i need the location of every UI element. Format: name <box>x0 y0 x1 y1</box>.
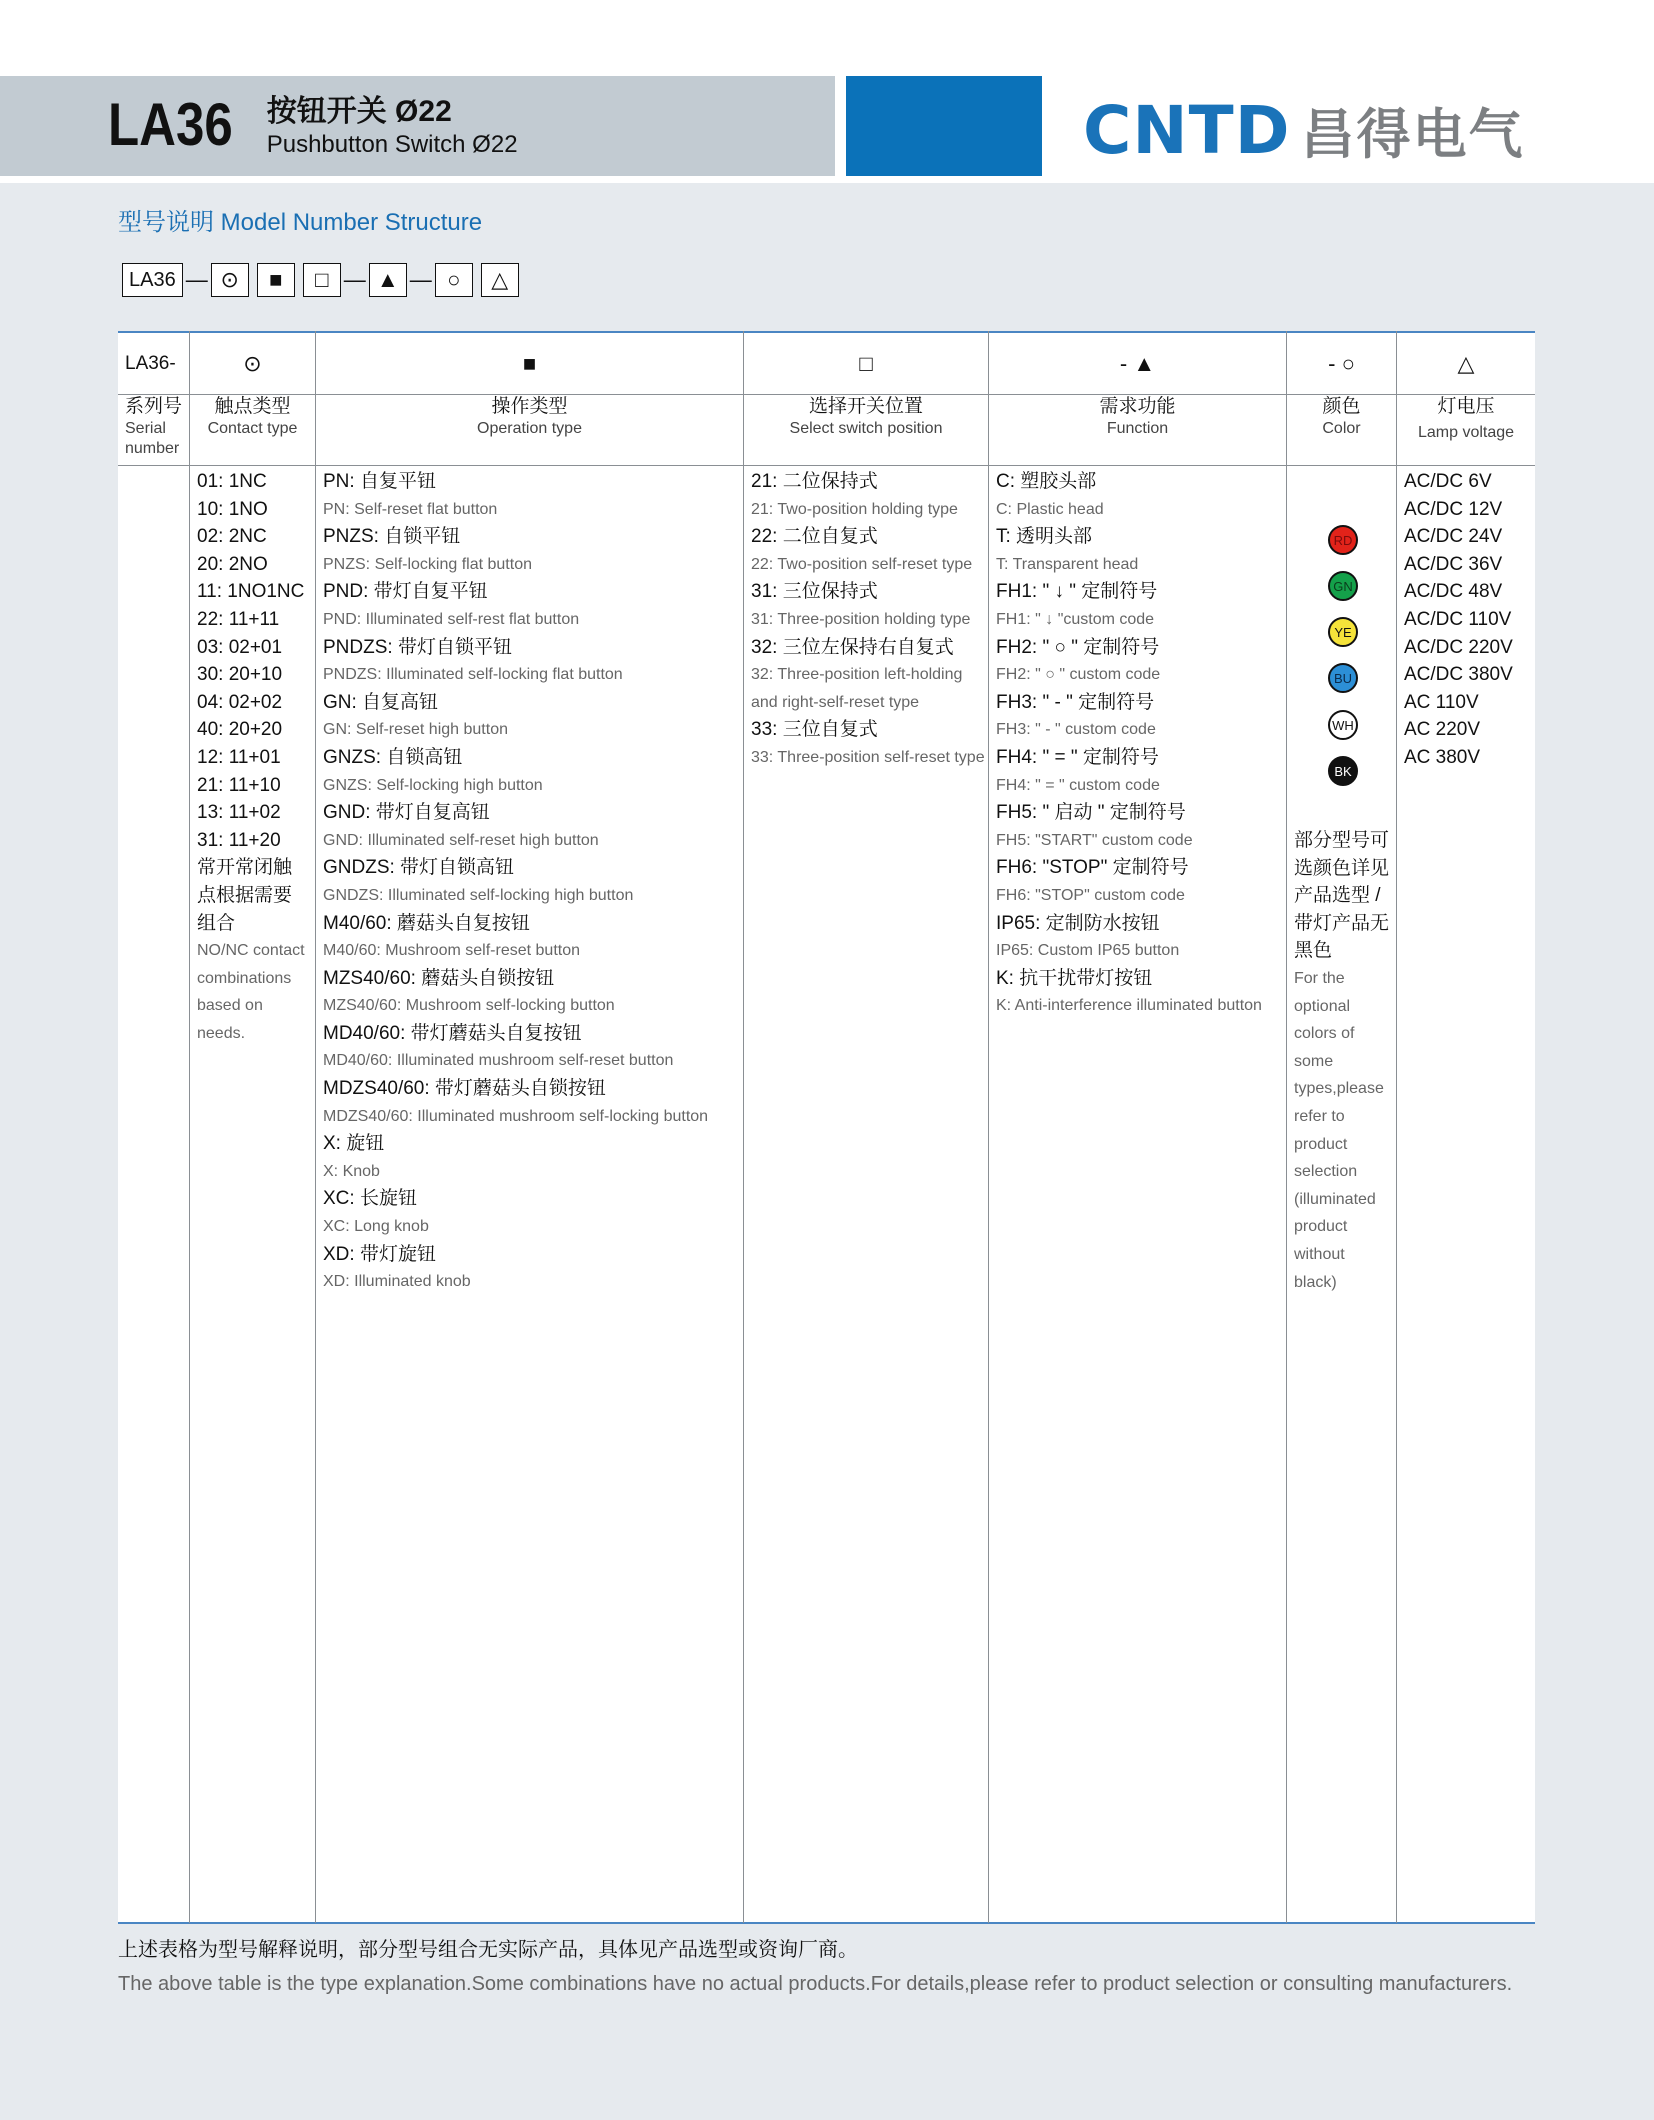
operation-type-desc: X: Knob <box>323 1162 380 1180</box>
function-desc: FH4: " = " custom code <box>996 776 1160 794</box>
contact-type-item: 31: 11+20 <box>197 829 281 851</box>
position-desc: 31: Three-position holding type <box>751 610 971 628</box>
voltage-item: AC/DC 220V <box>1404 636 1513 658</box>
symbol-position: □ <box>859 350 873 376</box>
operation-type-desc: PNZS: Self-locking flat button <box>323 555 532 573</box>
function-name: K: 抗干扰带灯按钮 <box>996 967 1153 989</box>
operation-type-name: MD40/60: 带灯蘑菇头自复按钮 <box>323 1022 582 1044</box>
product-title <box>108 90 518 160</box>
function-desc: T: Transparent head <box>996 555 1139 573</box>
operation-type-name: XC: 长旋钮 <box>323 1188 417 1210</box>
voltage-item: AC/DC 48V <box>1404 581 1503 603</box>
function-name: FH6: "STOP" 定制符号 <box>996 857 1189 879</box>
symbol-voltage: △ <box>1457 350 1475 376</box>
header-serial: 系列号 Serial number <box>125 396 183 457</box>
symbol-series: LA36- <box>125 352 176 374</box>
table-row-divider <box>118 465 1535 466</box>
voltage-item: AC 380V <box>1404 746 1481 768</box>
contact-type-item: 20: 2NO <box>197 553 268 575</box>
operation-type-desc: PN: Self-reset flat button <box>323 500 498 518</box>
product-title-cn: 按钮开关 Ø22 <box>266 95 452 128</box>
position-name: 32: 三位左保持右自复式 <box>751 636 954 658</box>
switch-position-column <box>751 468 987 772</box>
operation-type-name: PNDZS: 带灯自锁平钮 <box>323 636 512 658</box>
function-desc: FH2: " ○ " custom code <box>996 666 1161 684</box>
operation-type-name: PN: 自复平钮 <box>323 471 436 492</box>
function-name: FH1: " ↓ " 定制符号 <box>996 581 1158 603</box>
operation-type-desc: PNDZS: Illuminated self-locking flat button <box>323 666 623 684</box>
function-name: FH5: " 启动 " 定制符号 <box>996 802 1186 824</box>
brand-name-cn: 昌得电气 <box>1300 102 1525 166</box>
function-desc: FH5: "START" custom code <box>996 831 1193 849</box>
voltage-item: AC/DC 6V <box>1404 471 1492 492</box>
position-name: 21: 二位保持式 <box>751 471 878 492</box>
color-dot-blue: BU <box>1328 663 1358 693</box>
function-desc: C: Plastic head <box>996 500 1104 518</box>
operation-type-desc: MZS40/60: Mushroom self-locking button <box>323 997 615 1015</box>
function-desc: FH6: "STOP" custom code <box>996 886 1185 904</box>
table-column-divider <box>988 331 989 1923</box>
color-dot-black: BK <box>1328 756 1358 786</box>
pattern-position-box: □ <box>303 263 341 297</box>
voltage-item: AC/DC 36V <box>1404 553 1503 575</box>
operation-type-desc: MDZS40/60: Illuminated mushroom self-locking button <box>323 1107 709 1125</box>
product-code: LA36 <box>108 91 233 158</box>
contact-type-item: 04: 02+02 <box>197 691 283 713</box>
function-desc: IP65: Custom IP65 button <box>996 942 1180 960</box>
color-dot-yellow: YE <box>1328 617 1358 647</box>
function-desc: FH3: " - " custom code <box>996 721 1156 739</box>
operation-type-name: GN: 自复高钮 <box>323 691 439 713</box>
operation-type-desc: XD: Illuminated knob <box>323 1273 471 1291</box>
lamp-voltage-column <box>1404 468 1532 772</box>
operation-type-name: MZS40/60: 蘑菇头自锁按钮 <box>323 967 555 989</box>
function-name: FH4: " = " 定制符号 <box>996 746 1159 768</box>
operation-type-desc: M40/60: Mushroom self-reset button <box>323 942 581 960</box>
symbol-function: - ▲ <box>1119 350 1156 376</box>
operation-type-name: PND: 带灯自复平钮 <box>323 581 488 603</box>
operation-type-desc: GND: Illuminated self-reset high button <box>323 831 599 849</box>
contact-type-column <box>197 468 313 1047</box>
table-column-divider <box>743 331 744 1923</box>
header-function: 需求功能 Function <box>1099 396 1176 437</box>
position-name: 22: 二位自复式 <box>751 526 878 548</box>
contact-type-item: 01: 1NC <box>197 471 267 492</box>
function-desc: FH1: " ↓ "custom code <box>996 610 1155 628</box>
operation-type-column <box>323 468 741 1296</box>
position-desc: 22: Two-position self-reset type <box>751 555 973 573</box>
function-column <box>996 468 1284 1020</box>
operation-type-name: GNZS: 自锁高钮 <box>323 746 463 768</box>
table-column-divider <box>315 331 316 1923</box>
symbol-contact: ⊙ <box>243 350 262 376</box>
contact-type-item: 12: 11+01 <box>197 746 281 768</box>
color-dot-white: WH <box>1328 710 1358 740</box>
operation-type-name: MDZS40/60: 带灯蘑菇头自锁按钮 <box>323 1078 606 1100</box>
function-name: FH2: " ○ " 定制符号 <box>996 636 1160 658</box>
contact-type-item: 10: 1NO <box>197 498 268 520</box>
operation-type-desc: GNDZS: Illuminated self-locking high button <box>323 886 634 904</box>
voltage-item: AC/DC 380V <box>1404 664 1513 686</box>
symbol-color: - ○ <box>1328 350 1355 376</box>
header-contact-type: 触点类型 Contact type <box>207 396 298 437</box>
function-name: C: 塑胶头部 <box>996 471 1097 492</box>
product-title-en: Pushbutton Switch Ø22 <box>266 131 518 158</box>
color-note-en: For the optional colors of some types,please refer to product selection (illuminated product without black) <box>1294 970 1384 1291</box>
voltage-item: AC/DC 24V <box>1404 526 1503 548</box>
contact-type-item: 40: 20+20 <box>197 719 283 741</box>
color-note-cn: 部分型号可选颜色详见产品选型 / 带灯产品无黑色 <box>1294 830 1390 962</box>
table-bottom-rule <box>118 1922 1535 1924</box>
pattern-series-box: LA36 <box>122 263 183 297</box>
color-dot-red: RD <box>1328 525 1358 555</box>
voltage-item: AC 220V <box>1404 719 1481 741</box>
header-blue-block <box>846 76 1042 176</box>
header-operation-type: 操作类型 Operation type <box>477 396 582 437</box>
contact-type-item: 11: 1NO1NC <box>197 581 305 603</box>
function-name: FH3: " - " 定制符号 <box>996 691 1155 713</box>
operation-type-name: XD: 带灯旋钮 <box>323 1243 436 1265</box>
contact-type-item: 30: 20+10 <box>197 664 283 686</box>
operation-type-name: M40/60: 蘑菇头自复按钮 <box>323 912 530 934</box>
position-desc: 21: Two-position holding type <box>751 500 958 518</box>
function-name: T: 透明头部 <box>996 526 1093 548</box>
pattern-contact-box: ⊙ <box>211 263 249 297</box>
voltage-item: AC/DC 12V <box>1404 498 1503 520</box>
pattern-dash: — <box>185 267 208 292</box>
operation-type-name: GND: 带灯自复高钮 <box>323 802 490 824</box>
header-switch-position: 选择开关位置 Select switch position <box>789 396 943 437</box>
voltage-item: AC/DC 110V <box>1404 608 1512 630</box>
operation-type-desc: PND: Illuminated self-rest flat button <box>323 610 580 628</box>
contact-type-item: 13: 11+02 <box>197 802 281 824</box>
pattern-color-box: ○ <box>435 263 473 297</box>
position-name: 31: 三位保持式 <box>751 581 878 603</box>
position-name: 33: 三位自复式 <box>751 719 878 741</box>
voltage-item: AC 110V <box>1404 691 1479 713</box>
color-dot-green: GN <box>1328 571 1358 601</box>
table-column-divider <box>1396 331 1397 1923</box>
pattern-operation-box: ■ <box>257 263 295 297</box>
symbol-operation: ■ <box>522 350 537 376</box>
table-column-divider <box>189 331 190 1923</box>
function-desc: K: Anti-interference illuminated button <box>996 997 1262 1015</box>
header-lamp-voltage: 灯电压 Lamp voltage <box>1417 396 1515 441</box>
contact-type-item: 02: 2NC <box>197 526 267 548</box>
operation-type-name: PNZS: 自锁平钮 <box>323 526 461 548</box>
position-desc: 32: Three-position left-holding <box>751 666 963 684</box>
contact-note-en: NO/NC contact combinations based on needs. <box>197 942 305 1042</box>
operation-type-desc: GNZS: Self-locking high button <box>323 776 543 794</box>
position-desc: and right-self-reset type <box>751 693 920 711</box>
operation-type-desc: MD40/60: Illuminated mushroom self-reset button <box>323 1052 674 1070</box>
operation-type-desc: XC: Long knob <box>323 1218 429 1236</box>
contact-type-item: 22: 11+11 <box>197 608 280 630</box>
contact-note-cn: 常开常闭触点根据需要组合 <box>197 857 293 934</box>
position-desc: 33: Three-position self-reset type <box>751 748 985 766</box>
pattern-dash: — <box>409 267 432 292</box>
model-number-pattern <box>122 263 519 297</box>
brand-logo <box>1083 84 1524 176</box>
footnote-en: The above table is the type explanation.Some combinations have no actual products.For details,please refer to product selection or consulting manufacturers. <box>118 1973 1513 1995</box>
operation-type-name: GNDZS: 带灯自锁高钮 <box>323 857 515 879</box>
brand-name-en: CNTD <box>1083 91 1291 169</box>
contact-type-item: 03: 02+01 <box>197 636 283 658</box>
section-title: 型号说明 Model Number Structure <box>118 209 483 236</box>
contact-type-item: 21: 11+10 <box>197 774 281 796</box>
operation-type-name: X: 旋钮 <box>323 1133 385 1155</box>
footnote-cn: 上述表格为型号解释说明，部分型号组合无实际产品，具体见产品选型或资询厂商。 <box>118 1939 858 1961</box>
function-name: IP65: 定制防水按钮 <box>996 912 1160 934</box>
pattern-voltage-box: △ <box>481 263 519 297</box>
operation-type-desc: GN: Self-reset high button <box>323 721 508 739</box>
table-column-divider <box>1286 331 1287 1923</box>
header-color: 颜色 Color <box>1322 396 1361 437</box>
pattern-function-box: ▲ <box>369 263 407 297</box>
pattern-dash: — <box>343 267 366 292</box>
